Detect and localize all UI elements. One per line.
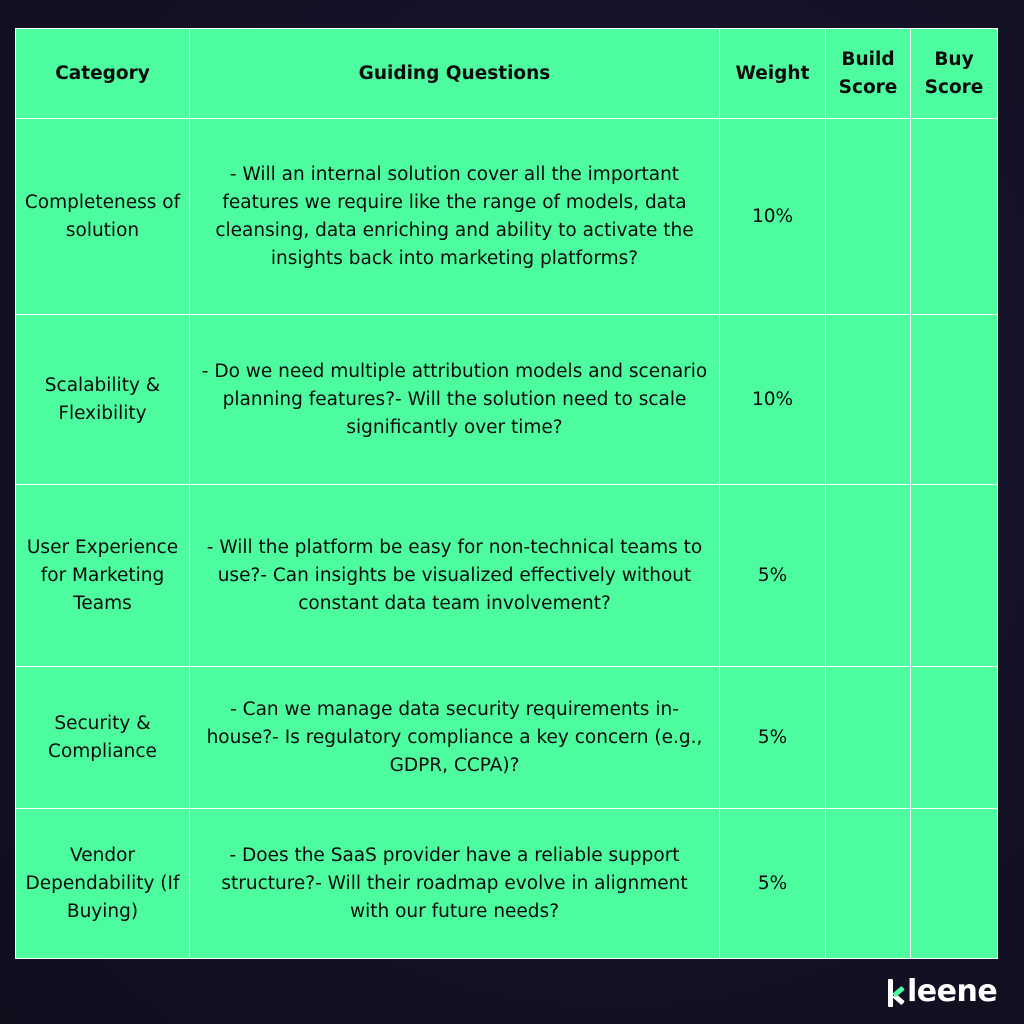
row-buy-score[interactable] [911, 315, 998, 485]
logo-wordmark: leene [907, 974, 998, 1009]
row-build-score[interactable] [826, 119, 911, 315]
row-weight: 5% [720, 485, 826, 667]
row-buy-score[interactable] [911, 809, 998, 959]
row-category: User Experience for Marketing Teams [16, 485, 190, 667]
header-guiding-questions: Guiding Questions [190, 29, 720, 119]
row-guiding-questions: - Will the platform be easy for non-technical teams to use?- Can insights be visualized effectively without constant data team involvement? [190, 485, 720, 667]
table-row [16, 315, 998, 485]
build-vs-buy-scorecard-table [15, 28, 998, 959]
header-weight: Weight [720, 29, 826, 119]
table-row [16, 485, 998, 667]
row-category: Completeness of solution [16, 119, 190, 315]
row-weight: 10% [720, 315, 826, 485]
row-buy-score[interactable] [911, 667, 998, 809]
table-row [16, 809, 998, 959]
table-row [16, 667, 998, 809]
row-buy-score[interactable] [911, 485, 998, 667]
header-buy-score: Buy Score [911, 29, 998, 119]
table-row [16, 119, 998, 315]
header-category: Category [16, 29, 190, 119]
row-weight: 5% [720, 667, 826, 809]
row-guiding-questions: - Can we manage data security requirements in-house?- Is regulatory compliance a key concern (e.g., GDPR, CCPA)? [190, 667, 720, 809]
row-category: Security & Compliance [16, 667, 190, 809]
row-guiding-questions: - Does the SaaS provider have a reliable support structure?- Will their roadmap evolve in alignment with our future needs? [190, 809, 720, 959]
row-category: Vendor Dependability (If Buying) [16, 809, 190, 959]
row-guiding-questions: - Do we need multiple attribution models and scenario planning features?- Will the solution need to scale significantly over time? [190, 315, 720, 485]
row-weight: 10% [720, 119, 826, 315]
kleene-logo [888, 972, 997, 1012]
row-build-score[interactable] [826, 809, 911, 959]
row-category: Scalability & Flexibility [16, 315, 190, 485]
comparison-table-container [15, 28, 997, 958]
row-buy-score[interactable] [911, 119, 998, 315]
row-build-score[interactable] [826, 315, 911, 485]
row-build-score[interactable] [826, 485, 911, 667]
kleene-k-logo-icon [888, 979, 906, 1007]
row-weight: 5% [720, 809, 826, 959]
table-header-row [16, 29, 998, 119]
row-build-score[interactable] [826, 667, 911, 809]
row-guiding-questions: - Will an internal solution cover all the important features we require like the range of models, data cleansing, data enriching and ability to activate the insights back into marketing platforms? [190, 119, 720, 315]
header-build-score: Build Score [826, 29, 911, 119]
